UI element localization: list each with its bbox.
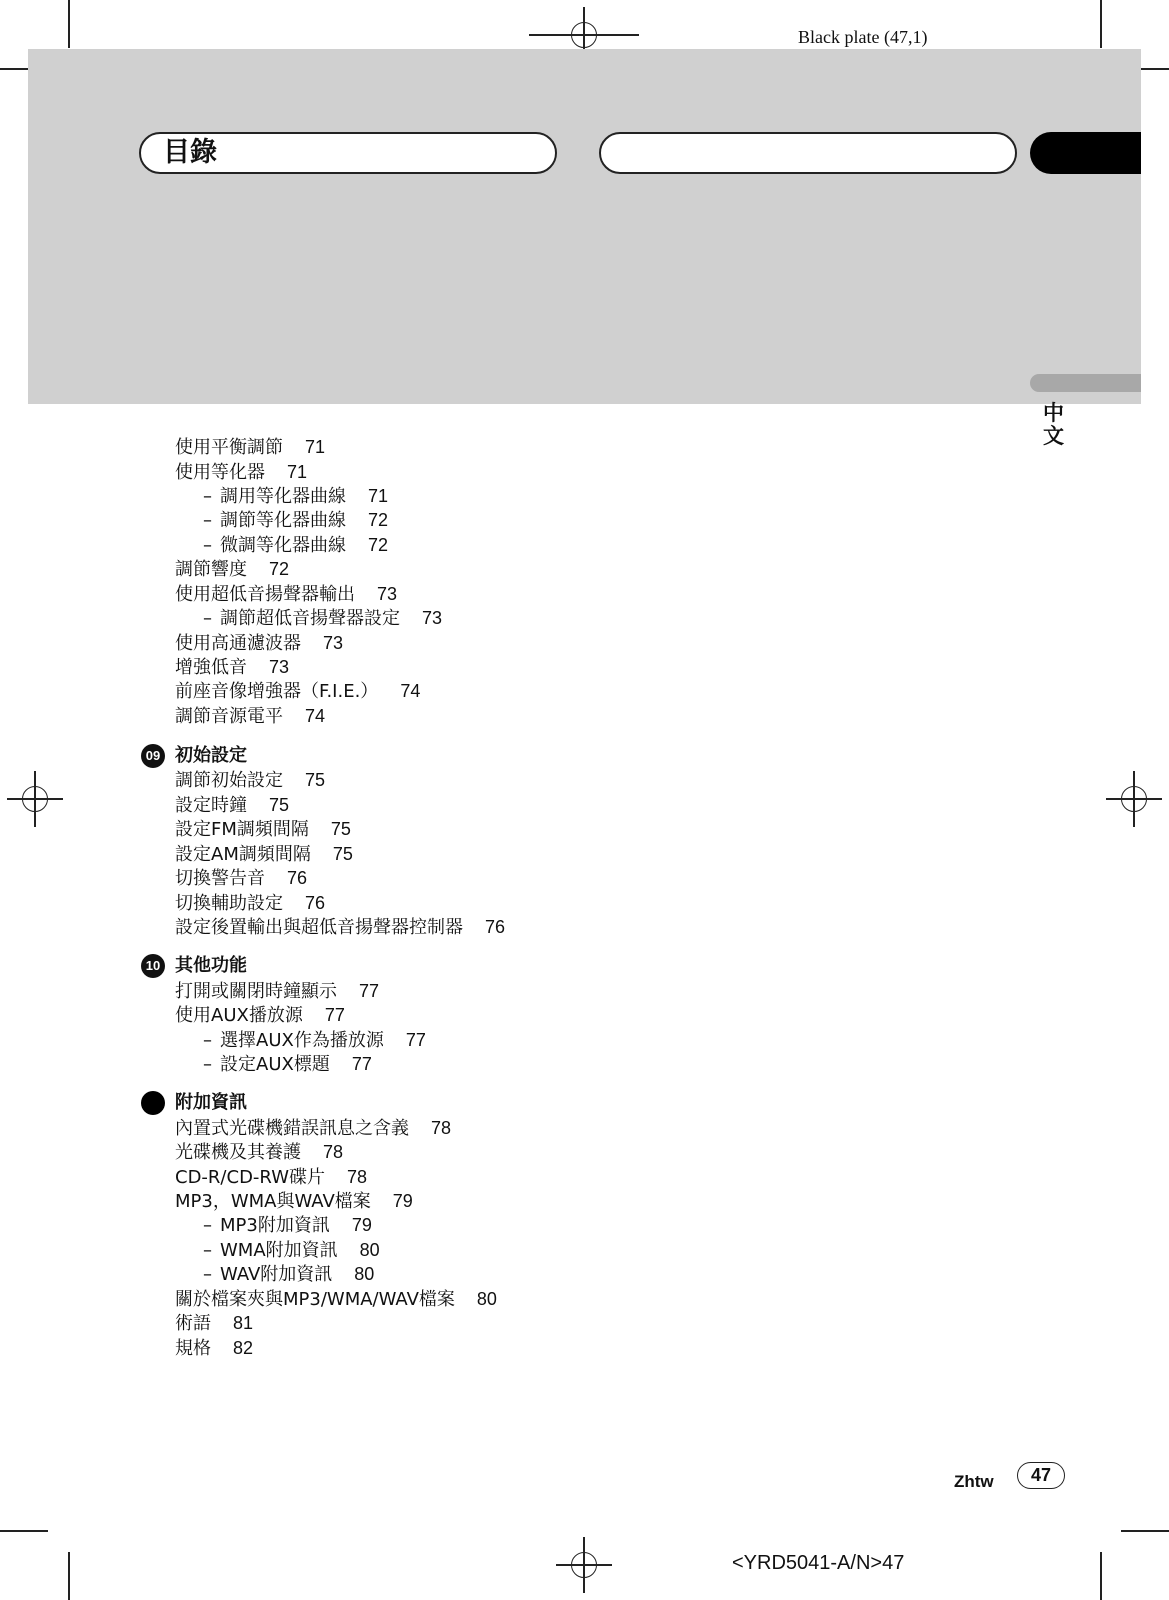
toc-item: 調節初始設定 75 <box>175 770 326 791</box>
section-heading-10: 10 其他功能 <box>141 954 247 978</box>
toc-item: 調節音源電平 74 <box>175 706 326 727</box>
toc-item: 切換警告音 76 <box>175 868 308 889</box>
toc-item: 使用高通濾波器 73 <box>175 633 344 654</box>
toc-item: 光碟機及其養護 78 <box>175 1142 344 1163</box>
section-number-badge: 09 <box>141 744 165 768</box>
toc-item: 關於檔案夾與MP3/WMA/WAV檔案 80 <box>175 1289 497 1310</box>
toc-item: 使用超低音揚聲器輸出 73 <box>175 584 398 605</box>
toc-item: 術語 81 <box>175 1313 254 1334</box>
registration-mark-right <box>1121 786 1147 812</box>
toc <box>145 0 875 1600</box>
section-heading-appendix: 附加資訊 <box>141 1091 247 1115</box>
page-number-badge <box>1017 1462 1065 1489</box>
crop-mark <box>0 1530 48 1532</box>
crop-mark <box>1100 1552 1102 1600</box>
toc-item: 調節響度 72 <box>175 559 290 580</box>
plate-label: Black plate (47,1) <box>798 27 928 47</box>
document-code: <YRD5041-A/N>47 <box>732 1552 905 1574</box>
toc-subitem: – 設定AUX標題 77 <box>203 1054 372 1075</box>
toc-item: 設定FM調頻間隔 75 <box>175 819 351 840</box>
toc-item: 設定AM調頻間隔 75 <box>175 844 353 865</box>
toc-subitem: – MP3附加資訊 79 <box>203 1215 372 1236</box>
bullet-dot-icon <box>141 1091 165 1115</box>
toc-item: 內置式光碟機錯誤訊息之含義 78 <box>175 1118 452 1139</box>
toc-item: 使用等化器 71 <box>175 462 308 483</box>
toc-item: MP3，WMA與WAV檔案 79 <box>175 1191 413 1212</box>
toc-item: 切換輔助設定 76 <box>175 893 326 914</box>
toc-subitem: – 調用等化器曲線 71 <box>203 486 389 507</box>
toc-item: 使用AUX播放源 77 <box>175 1005 345 1026</box>
toc-subitem: – 選擇AUX作為播放源 77 <box>203 1030 426 1051</box>
page-number: 47 <box>1030 1465 1052 1485</box>
section-heading-09: 09 初始設定 <box>141 744 247 768</box>
registration-mark-left <box>22 786 48 812</box>
side-tab-bar <box>1030 374 1141 392</box>
toc-item: 前座音像增強器（F.I.E.） 74 <box>175 681 421 702</box>
toc-item: 增強低音 73 <box>175 657 290 678</box>
toc-subitem: – 調節等化器曲線 72 <box>203 510 389 531</box>
toc-item: 設定後置輸出與超低音揚聲器控制器 76 <box>175 917 506 938</box>
section-number-badge: 10 <box>141 954 165 978</box>
toc-item: CD-R/CD-RW碟片 78 <box>175 1167 368 1188</box>
toc-item: 設定時鐘 75 <box>175 795 290 816</box>
crop-mark <box>68 1552 70 1600</box>
section-tab <box>1030 132 1141 174</box>
crop-mark <box>1121 1530 1169 1532</box>
toc-item: 使用平衡調節 71 <box>175 437 326 458</box>
crop-mark <box>1100 0 1102 48</box>
toc-subitem: – WMA附加資訊 80 <box>203 1240 380 1261</box>
toc-item: 打開或關閉時鐘顯示 77 <box>175 981 380 1002</box>
toc-subitem: – WAV附加資訊 80 <box>203 1264 375 1285</box>
language-side-label: 中文 <box>1043 401 1064 448</box>
toc-item: 規格 82 <box>175 1338 254 1359</box>
crop-mark <box>68 0 70 48</box>
toc-subitem: – 微調等化器曲線 72 <box>203 535 389 556</box>
toc-subitem: – 調節超低音揚聲器設定 73 <box>203 608 443 629</box>
footer-language: Zhtw <box>954 1472 994 1491</box>
page-title: 目錄 <box>163 137 217 168</box>
